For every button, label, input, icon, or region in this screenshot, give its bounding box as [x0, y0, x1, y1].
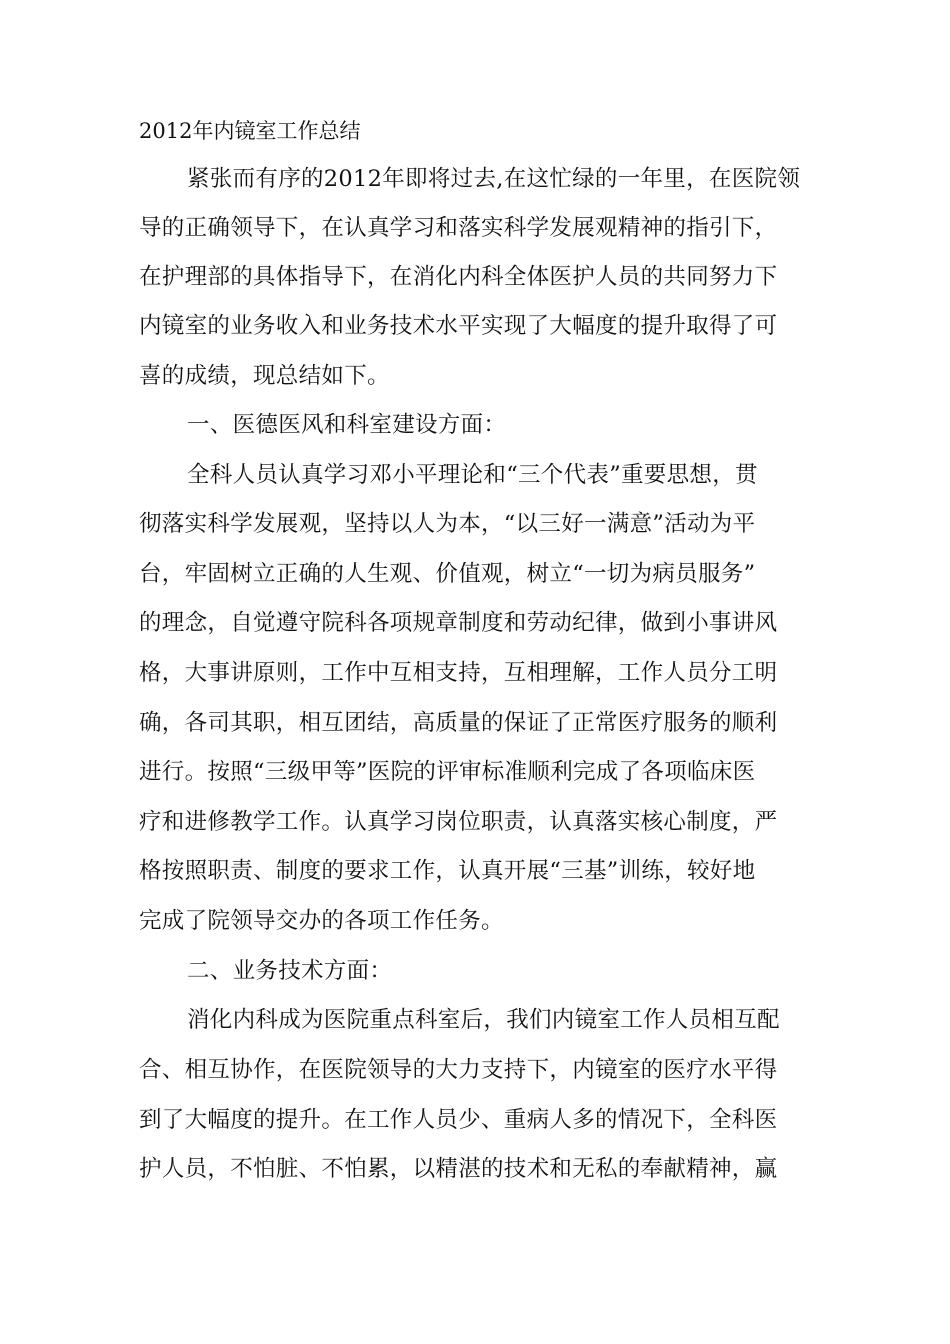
text-line: 进行。按照“三级甲等”医院的评审标准顺利完成了各项临床医 — [139, 759, 756, 785]
text-line: 确，各司其职，相互团结，高质量的保证了正常医疗服务的顺利 — [139, 710, 778, 736]
text-line: 格按照职责、制度的要求工作，认真开展“三基”训练，较好地 — [139, 858, 756, 884]
text-line: 喜的成绩，现总结如下。 — [139, 363, 390, 389]
text-line: 格，大事讲原则，工作中互相支持，互相理解，工作人员分工明 — [139, 660, 778, 686]
text-line: 消化内科成为医院重点科室后，我们内镜室工作人员相互配 — [187, 1007, 780, 1033]
text-line: 的理念，自觉遵守院科各项规章制度和劳动纪律，做到小事讲风 — [139, 610, 778, 636]
text-line: 完成了院领导交办的各项工作任务。 — [139, 908, 504, 934]
text-line: 在护理部的具体指导下，在消化内科全体医护人员的共同努力下 — [139, 264, 778, 290]
text-line: 内镜室的业务收入和业务技术水平实现了大幅度的提升取得了可 — [139, 313, 778, 339]
text-line: 紧张而有序的2012年即将过去,在这忙绿的一年里，在医院领 — [187, 166, 801, 192]
text-line: 疗和进修教学工作。认真学习岗位职责，认真落实核心制度，严 — [139, 809, 778, 835]
text-line: 彻落实科学发展观，坚持以人为本，“以三好一满意”活动为平 — [139, 511, 756, 537]
text-line: 到了大幅度的提升。在工作人员少、重病人多的情况下，全科医 — [139, 1107, 778, 1133]
text-line: 护人员，不怕脏、不怕累，以精湛的技术和无私的奉献精神，赢 — [139, 1156, 778, 1182]
section-heading: 二、业务技术方面： — [187, 958, 393, 984]
text-line: 导的正确领导下，在认真学习和落实科学发展观精神的指引下， — [139, 215, 778, 241]
text-line: 台，牢固树立正确的人生观、价值观，树立“一切为病员服务” — [139, 561, 756, 587]
text-line: 全科人员认真学习邓小平理论和“三个代表”重要思想，贯 — [187, 462, 758, 488]
section-heading: 一、医德医风和科室建设方面： — [187, 412, 507, 438]
document-title: 2012年内镜室工作总结 — [139, 119, 361, 143]
text-line: 合、相互协作，在医院领导的大力支持下，内镜室的医疗水平得 — [139, 1057, 778, 1083]
